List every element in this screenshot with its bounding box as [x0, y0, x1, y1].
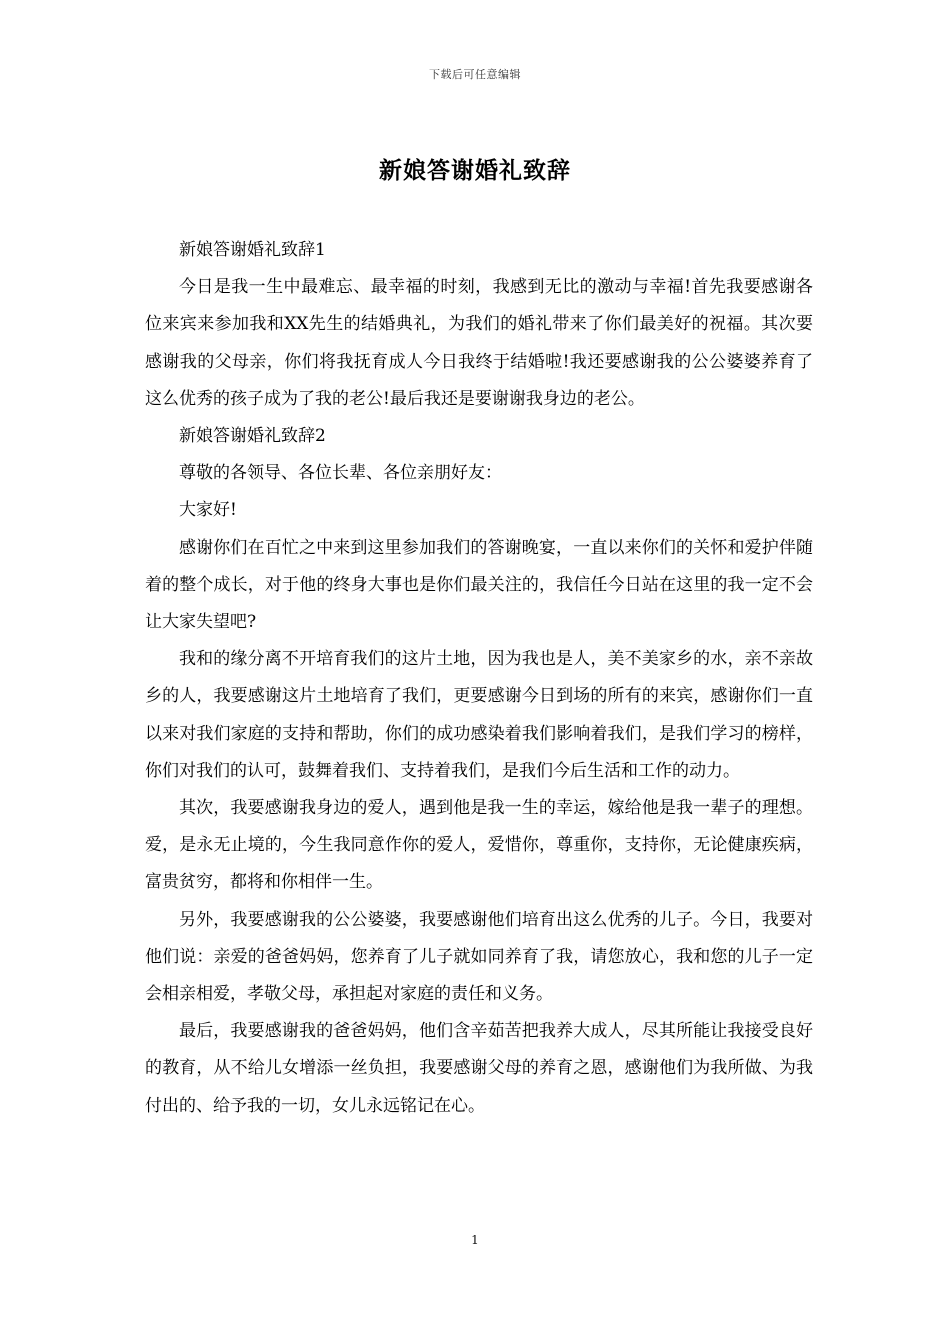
- paragraph: 另外，我要感谢我的公公婆婆，我要感谢他们培育出这么优秀的儿子。今日，我要对他们说：亲爱的爸爸妈妈，您养育了儿子就如同养育了我，请您放心，我和您的儿子一定会相亲相爱，孝敬父母，承担起对家庭的责任和义务。: [145, 909, 813, 1005]
- header-note: 下载后可任意编辑: [429, 68, 521, 81]
- section-heading-1: 新娘答谢婚礼致辞1: [179, 240, 326, 260]
- document-body: [145, 232, 813, 1125]
- document-title: 新娘答谢婚礼致辞: [379, 157, 571, 184]
- paragraph: 我和的缘分离不开培育我们的这片土地，因为我也是人，美不美家乡的水，亲不亲故乡的人，我要感谢这片土地培育了我们，更要感谢今日到场的所有的来宾，感谢你们一直以来对我们家庭的支持和帮助，你们的成功感染着我们影响着我们，是我们学习的榜样，你们对我们的认可，鼓舞着我们、支持着我们，是我们今后生活和工作的动力。: [145, 649, 813, 781]
- paragraph: 最后，我要感谢我的爸爸妈妈，他们含辛茹苦把我养大成人，尽其所能让我接受良好的教育，从不给儿女增添一丝负担，我要感谢父母的养育之恩，感谢他们为我所做、为我付出的、给予我的一切，女儿永远铭记在心。: [145, 1021, 813, 1116]
- paragraph: 感谢你们在百忙之中来到这里参加我们的答谢晚宴，一直以来你们的关怀和爱护伴随着的整个成长，对于他的终身大事也是你们最关注的，我信任今日站在这里的我一定不会让大家失望吧?: [145, 537, 813, 633]
- salutation: 尊敬的各领导、各位长辈、各位亲朋好友：: [179, 463, 502, 484]
- page-number: 1: [471, 1233, 479, 1247]
- greeting: 大家好!: [179, 500, 237, 521]
- paragraph: 今日是我一生中最难忘、最幸福的时刻，我感到无比的激动与幸福!首先我要感谢各位来宾来参加我和XX先生的结婚典礼，为我们的婚礼带来了你们最美好的祝福。其次要感谢我的父母亲，你们将我抚育成人今日我终于结婚啦!我还要感谢我的公公婆婆养育了这么优秀的孩子成为了我的老公!最后我还是要谢谢我身边的老公。: [145, 277, 813, 409]
- section-heading-2: 新娘答谢婚礼致辞2: [179, 426, 326, 447]
- paragraph: 其次，我要感谢我身边的爱人，遇到他是我一生的幸运，嫁给他是我一辈子的理想。爱，是永无止境的，今生我同意作你的爱人，爱惜你，尊重你，支持你，无论健康疾病，富贵贫穷，都将和你相伴一生。: [145, 798, 813, 893]
